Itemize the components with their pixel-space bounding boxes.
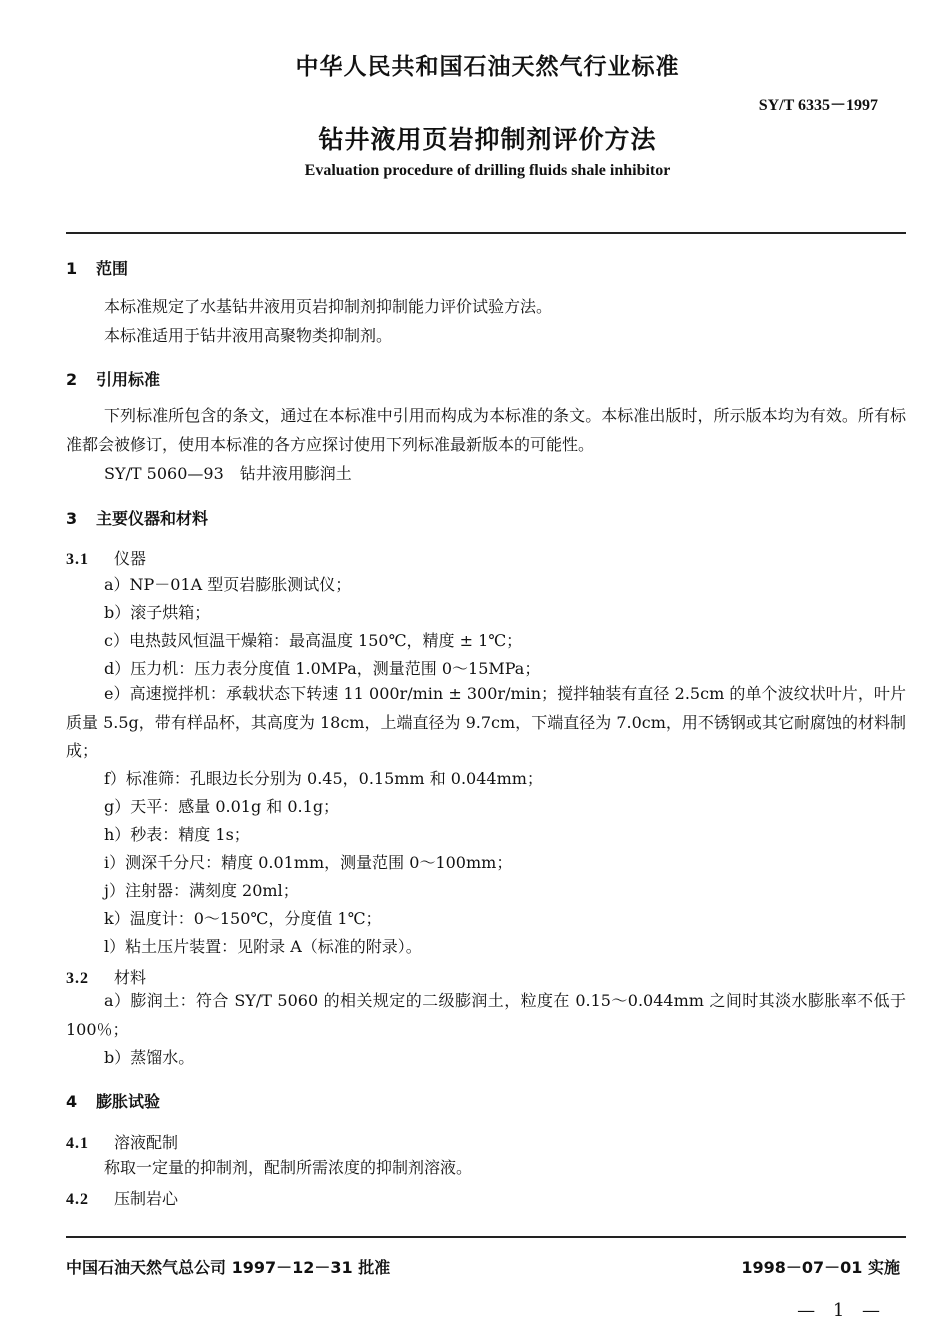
subsection-number: 4.2 xyxy=(66,1191,89,1208)
section-title: 主要仪器和材料 xyxy=(96,509,209,528)
page-number: — 1 — xyxy=(797,1300,886,1321)
list-item: a）NP－01A 型页岩膨胀测试仪； xyxy=(104,575,352,594)
section-number: 4 xyxy=(66,1092,78,1111)
list-item: b）滚子烘箱； xyxy=(104,603,211,622)
list-item: l）粘土压片装置：见附录 A（标准的附录）。 xyxy=(104,937,422,956)
subsection-title: 压制岩心 xyxy=(114,1189,179,1208)
subsection-4-1-heading xyxy=(66,1130,178,1153)
industry-standard-heading: 中华人民共和国石油天然气行业标准 xyxy=(295,54,680,80)
list-item: g）天平：感量 0.01g 和 0.1g； xyxy=(104,797,340,816)
footer-divider xyxy=(66,1236,906,1238)
section-number: 3 xyxy=(66,509,78,528)
list-item: h）秒表：精度 1s； xyxy=(104,825,250,844)
list-item: i）测深千分尺：精度 0.01mm，测量范围 0～100mm； xyxy=(104,853,513,872)
section-3-heading xyxy=(66,506,208,529)
subsection-number: 3.2 xyxy=(66,970,89,987)
list-item: d）压力机：压力表分度值 1.0MPa，测量范围 0～15MPa； xyxy=(104,659,541,678)
paragraph: 下列标准所包含的条文，通过在本标准中引用而构成为本标准的条文。本标准出版时，所示版本均为有效。所有标准都会被修订，使用本标准的各方应探讨使用下列标准最新版本的可能性。 xyxy=(66,406,906,454)
list-item: k）温度计：0～150℃，分度值 1℃； xyxy=(104,909,382,928)
section-title: 引用标准 xyxy=(96,370,161,389)
subsection-number: 4.1 xyxy=(66,1135,89,1152)
approval-note: 中国石油天然气总公司 1997－12－31 批准 xyxy=(66,1258,391,1277)
subsection-number: 3.1 xyxy=(66,551,89,568)
section-number: 1 xyxy=(66,259,78,278)
section-number: 2 xyxy=(66,370,78,389)
list-item: c）电热鼓风恒温干燥箱：最高温度 150℃，精度 ± 1℃； xyxy=(104,631,523,650)
section-title: 范围 xyxy=(96,259,129,278)
paragraph: 本标准适用于钻井液用高聚物类抑制剂。 xyxy=(104,326,393,345)
paragraph: 称取一定量的抑制剂，配制所需浓度的抑制剂溶液。 xyxy=(104,1158,473,1177)
normative-reference: SY/T 5060—93 钻井液用膨润土 xyxy=(104,464,352,483)
subsection-title: 仪器 xyxy=(114,549,147,568)
header-divider xyxy=(66,232,906,234)
section-2-heading xyxy=(66,367,160,390)
section-title: 膨胀试验 xyxy=(96,1092,161,1111)
document-title-cn: 钻井液用页岩抑制剂评价方法 xyxy=(318,125,657,154)
paragraph: 本标准规定了水基钻井液用页岩抑制剂抑制能力评价试验方法。 xyxy=(104,297,553,316)
list-item: e）高速搅拌机：承载状态下转速 11 000r/min ± 300r/min；搅拌轴装有直径 2.5cm 的单个波纹状叶片，叶片质量 5.5g，带有样品杯，其高度为 18cm，上端直径为 9.7cm，下端直径为 7.0cm，用不锈钢或其它耐腐蚀的材料制成； xyxy=(66,684,906,760)
subsection-title: 材料 xyxy=(114,968,147,987)
subsection-3-1-heading xyxy=(66,546,146,569)
section-4-heading xyxy=(66,1089,160,1112)
list-item: f）标准筛：孔眼边长分别为 0.45，0.15mm 和 0.044mm； xyxy=(104,769,543,788)
document-title-en: Evaluation procedure of drilling fluids shale inhibitor xyxy=(304,162,671,179)
list-item: j）注射器：满刻度 20ml； xyxy=(104,881,299,900)
list-item: b）蒸馏水。 xyxy=(104,1048,195,1067)
list-item: a）膨润土：符合 SY/T 5060 的相关规定的二级膨润土，粒度在 0.15～0.044mm 之间时其淡水膨胀率不低于 100％； xyxy=(66,991,906,1039)
subsection-title: 溶液配制 xyxy=(114,1133,179,1152)
subsection-4-2-heading xyxy=(66,1186,178,1209)
effective-date: 1998－07－01 实施 xyxy=(741,1258,900,1277)
subsection-3-2-heading xyxy=(66,965,146,988)
standard-code: SY/T 6335－1997 xyxy=(758,97,878,114)
section-1-heading xyxy=(66,256,128,279)
